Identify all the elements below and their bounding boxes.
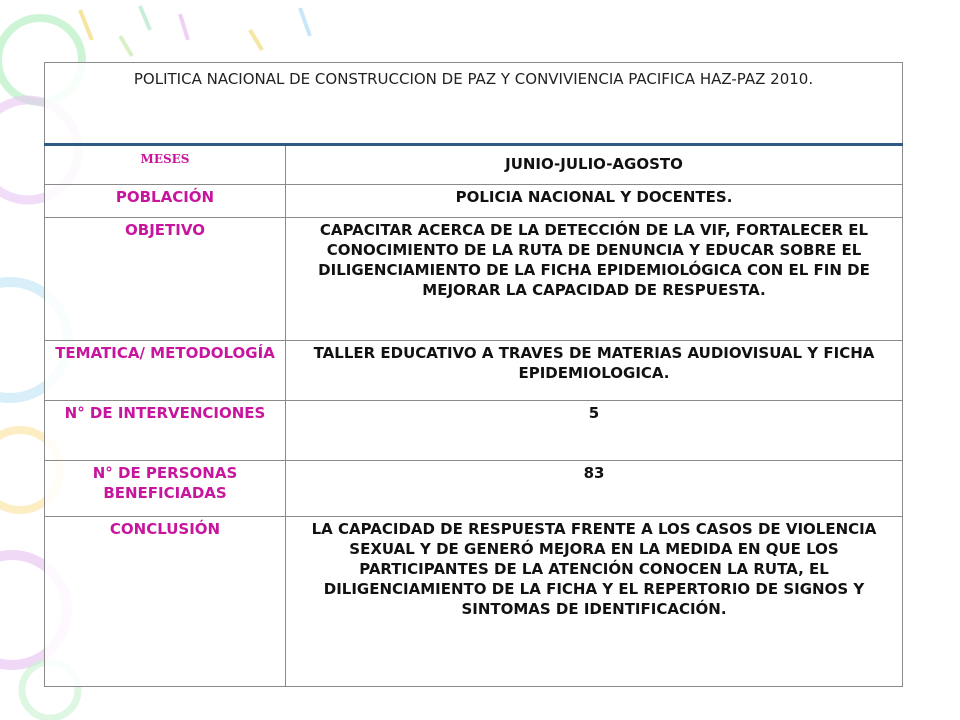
row-value-conclusion bbox=[286, 517, 903, 687]
row-label-beneficiadas bbox=[45, 461, 286, 517]
value-conclusion: LA CAPACIDAD DE RESPUESTA FRENTE A LOS CASOS DE VIOLENCIA SEXUAL Y DE GENERÓ MEJORA EN LA MEDIDA EN QUE LOS PARTICIPANTES DE LA ATENCIÓN CONOCEN LA RUTA, EL DILIGENCIAMIENTO DE LA FICHA Y EL REPERTORIO DE SIGNOS Y SINTOMAS DE IDENTIFICACIÓN. bbox=[311, 520, 877, 618]
row-label-tematica bbox=[45, 341, 286, 401]
value-objetivo: CAPACITAR ACERCA DE LA DETECCIÓN DE LA VIF, FORTALECER EL CONOCIMIENTO DE LA RUTA DE DENUNCIA Y EDUCAR SOBRE EL DILIGENCIAMIENTO DE LA FICHA EPIDEMIOLÓGICA CON EL FIN DE MEJORAR LA CAPACIDAD DE RESPUESTA. bbox=[318, 221, 870, 299]
label-beneficiadas: N° DE PERSONAS BENEFICIADAS bbox=[92, 464, 238, 502]
row-value-intervenciones bbox=[286, 401, 903, 461]
row-label-intervenciones bbox=[45, 401, 286, 461]
row-label-conclusion bbox=[45, 517, 286, 687]
value-intervenciones: 5 bbox=[588, 404, 600, 422]
value-poblacion: POLICIA NACIONAL Y DOCENTES. bbox=[455, 188, 733, 206]
value-beneficiadas: 83 bbox=[583, 464, 605, 482]
row-value-beneficiadas bbox=[286, 461, 903, 517]
row-value-objetivo bbox=[286, 218, 903, 341]
value-meses: JUNIO-JULIO-AGOSTO bbox=[505, 155, 683, 173]
row-value-tematica bbox=[286, 341, 903, 401]
label-objetivo: OBJETIVO bbox=[125, 221, 205, 239]
label-tematica: TEMATICA/ METODOLOGÍA bbox=[55, 344, 275, 362]
table-title: POLITICA NACIONAL DE CONSTRUCCION DE PAZ Y CONVIVIENCIA PACIFICA HAZ-PAZ 2010. bbox=[45, 63, 903, 145]
row-label-objetivo bbox=[45, 218, 286, 341]
row-value-poblacion bbox=[286, 185, 903, 218]
label-meses: MESES bbox=[140, 152, 190, 166]
label-conclusion: CONCLUSIÓN bbox=[109, 520, 221, 538]
label-poblacion: POBLACIÓN bbox=[115, 188, 215, 206]
value-tematica: TALLER EDUCATIVO A TRAVES DE MATERIAS AUDIOVISUAL Y FICHA EPIDEMIOLOGICA. bbox=[313, 344, 875, 382]
row-label-poblacion bbox=[45, 185, 286, 218]
label-intervenciones: N° DE INTERVENCIONES bbox=[64, 404, 266, 422]
info-table bbox=[44, 62, 903, 687]
row-label-meses bbox=[45, 145, 286, 185]
row-value-meses bbox=[286, 145, 903, 185]
